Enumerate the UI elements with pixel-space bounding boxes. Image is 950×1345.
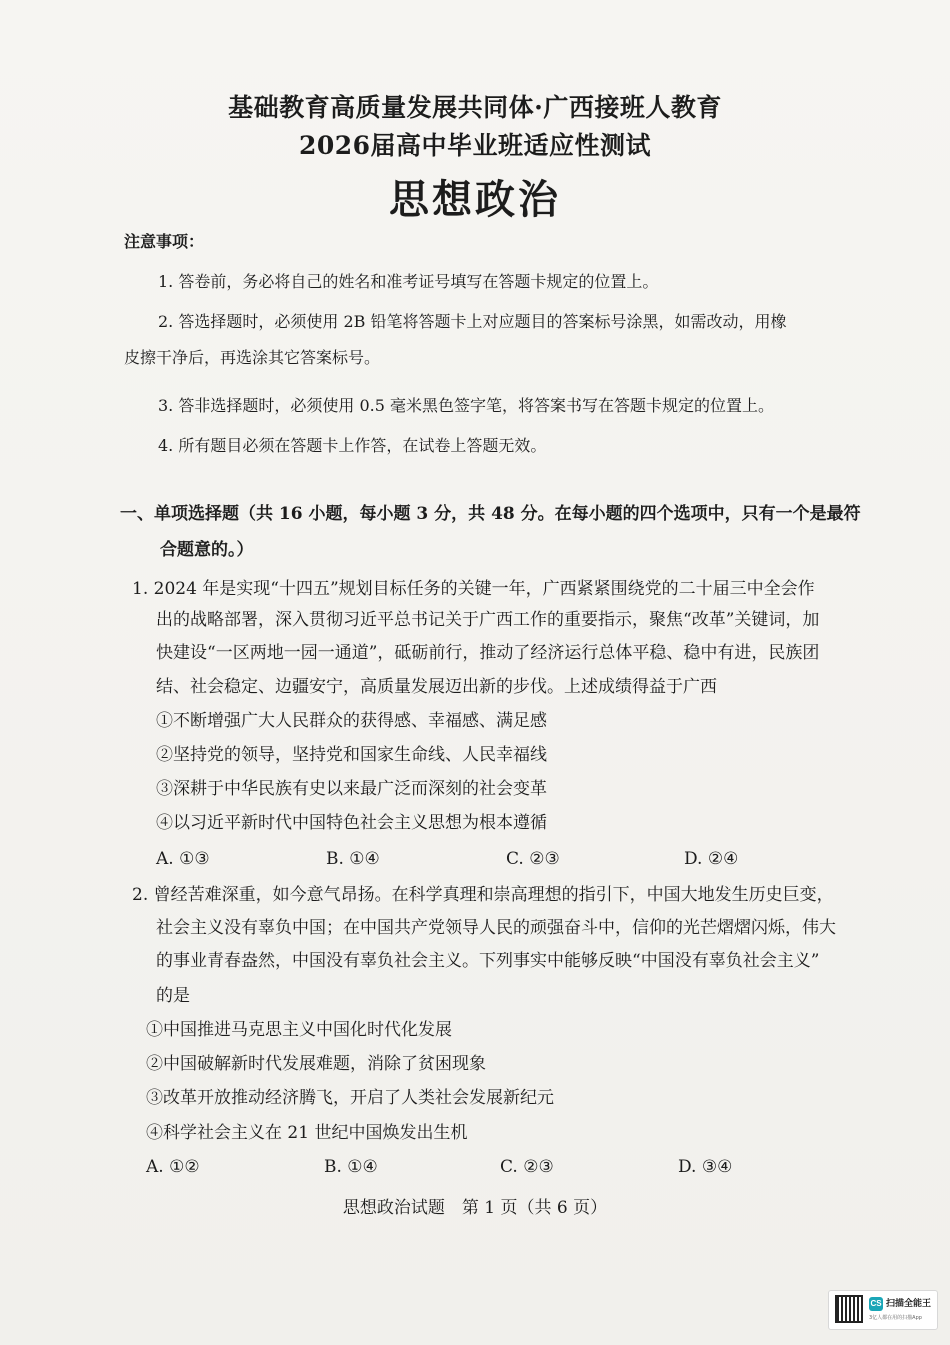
question-2-choice-d: D. ③④ xyxy=(678,1157,733,1177)
question-2-statement: ③改革开放推动经济腾飞，开启了人类社会发展新纪元 xyxy=(146,1088,554,1108)
question-1-statement: ①不断增强广大人民群众的获得感、幸福感、满足感 xyxy=(156,711,547,731)
question-1-line: 快建设“一区两地一园一通道”，砥砺前行，推动了经济运行总体平稳、稳中有进，民族团 xyxy=(156,643,820,663)
question-1-statement: ③深耕于中华民族有史以来最广泛而深刻的社会变革 xyxy=(156,779,547,799)
question-1-line: 出的战略部署，深入贯彻习近平总书记关于广西工作的重要指示，聚焦“改革”关键词，加 xyxy=(156,610,820,630)
question-2-line: 的事业青春盎然，中国没有辜负社会主义。下列事实中能够反映“中国没有辜负社会主义” xyxy=(156,951,820,971)
camscanner-logo-icon: CS xyxy=(869,1297,883,1311)
note-item-1: 1. 答卷前，务必将自己的姓名和准考证号填写在答题卡规定的位置上。 xyxy=(158,272,659,291)
question-2-choice-c: C. ②③ xyxy=(500,1157,554,1177)
question-2-choice-a: A. ①② xyxy=(146,1157,200,1177)
organizer-title: 基础教育高质量发展共同体·广西接班人教育 xyxy=(228,93,722,122)
scanner-badge xyxy=(828,1290,938,1330)
page-footer: 思想政治试题 第 1 页（共 6 页） xyxy=(342,1198,608,1218)
note-item-2-cont: 皮擦干净后，再选涂其它答案标号。 xyxy=(124,348,381,367)
question-1-choice-b: B. ①④ xyxy=(326,849,380,869)
question-2-statement: ①中国推进马克思主义中国化时代化发展 xyxy=(146,1020,452,1040)
question-2-line: 2. 曾经苦难深重，如今意气昂扬。在科学真理和崇高理想的指引下，中国大地发生历史巨变， xyxy=(132,885,834,905)
question-1-choice-c: C. ②③ xyxy=(506,849,560,869)
note-item-2: 2. 答选择题时，必须使用 2B 铅笔将答题卡上对应题目的答案标号涂黑，如需改动，用橡 xyxy=(158,312,787,331)
question-1-statement: ②坚持党的领导，坚持党和国家生命线、人民幸福线 xyxy=(156,745,547,765)
question-1-statement: ④以习近平新时代中国特色社会主义思想为根本遵循 xyxy=(156,813,547,833)
question-2-statement: ④科学社会主义在 21 世纪中国焕发出生机 xyxy=(146,1123,468,1143)
exam-title: 2026届高中毕业班适应性测试 xyxy=(298,131,652,160)
question-1-choice-d: D. ②④ xyxy=(684,849,739,869)
section-heading: 一、单项选择题（共 16 小题，每小题 3 分，共 48 分。在每小题的四个选项中，只有一个是最符 xyxy=(120,504,861,524)
qr-code-icon xyxy=(835,1295,863,1323)
question-1-choice-a: A. ①③ xyxy=(156,849,210,869)
question-2-line: 社会主义没有辜负中国；在中国共产党领导人民的顽强奋斗中，信仰的光芒熠熠闪烁，伟大 xyxy=(156,918,836,938)
note-item-3: 3. 答非选择题时，必须使用 0.5 毫米黑色签字笔，将答案书写在答题卡规定的位置上。 xyxy=(158,396,774,415)
section-heading-cont: 合题意的。） xyxy=(160,540,254,560)
scanner-tagline: 3亿人都在用的扫描App xyxy=(869,1315,922,1321)
question-2-line: 的是 xyxy=(156,986,190,1006)
subject-title: 思想政治 xyxy=(389,176,561,223)
question-2-choice-b: B. ①④ xyxy=(324,1157,378,1177)
scanner-app-name: 扫描全能王 xyxy=(886,1299,932,1309)
notes-heading: 注意事项： xyxy=(124,232,205,251)
question-1-line: 1. 2024 年是实现“十四五”规划目标任务的关键一年，广西紧紧围绕党的二十届三中全会作 xyxy=(132,579,815,599)
question-2-statement: ②中国破解新时代发展难题，消除了贫困现象 xyxy=(146,1054,486,1074)
question-1-line: 结、社会稳定、边疆安宁，高质量发展迈出新的步伐。上述成绩得益于广西 xyxy=(156,677,717,697)
note-item-4: 4. 所有题目必须在答题卡上作答，在试卷上答题无效。 xyxy=(158,436,547,455)
